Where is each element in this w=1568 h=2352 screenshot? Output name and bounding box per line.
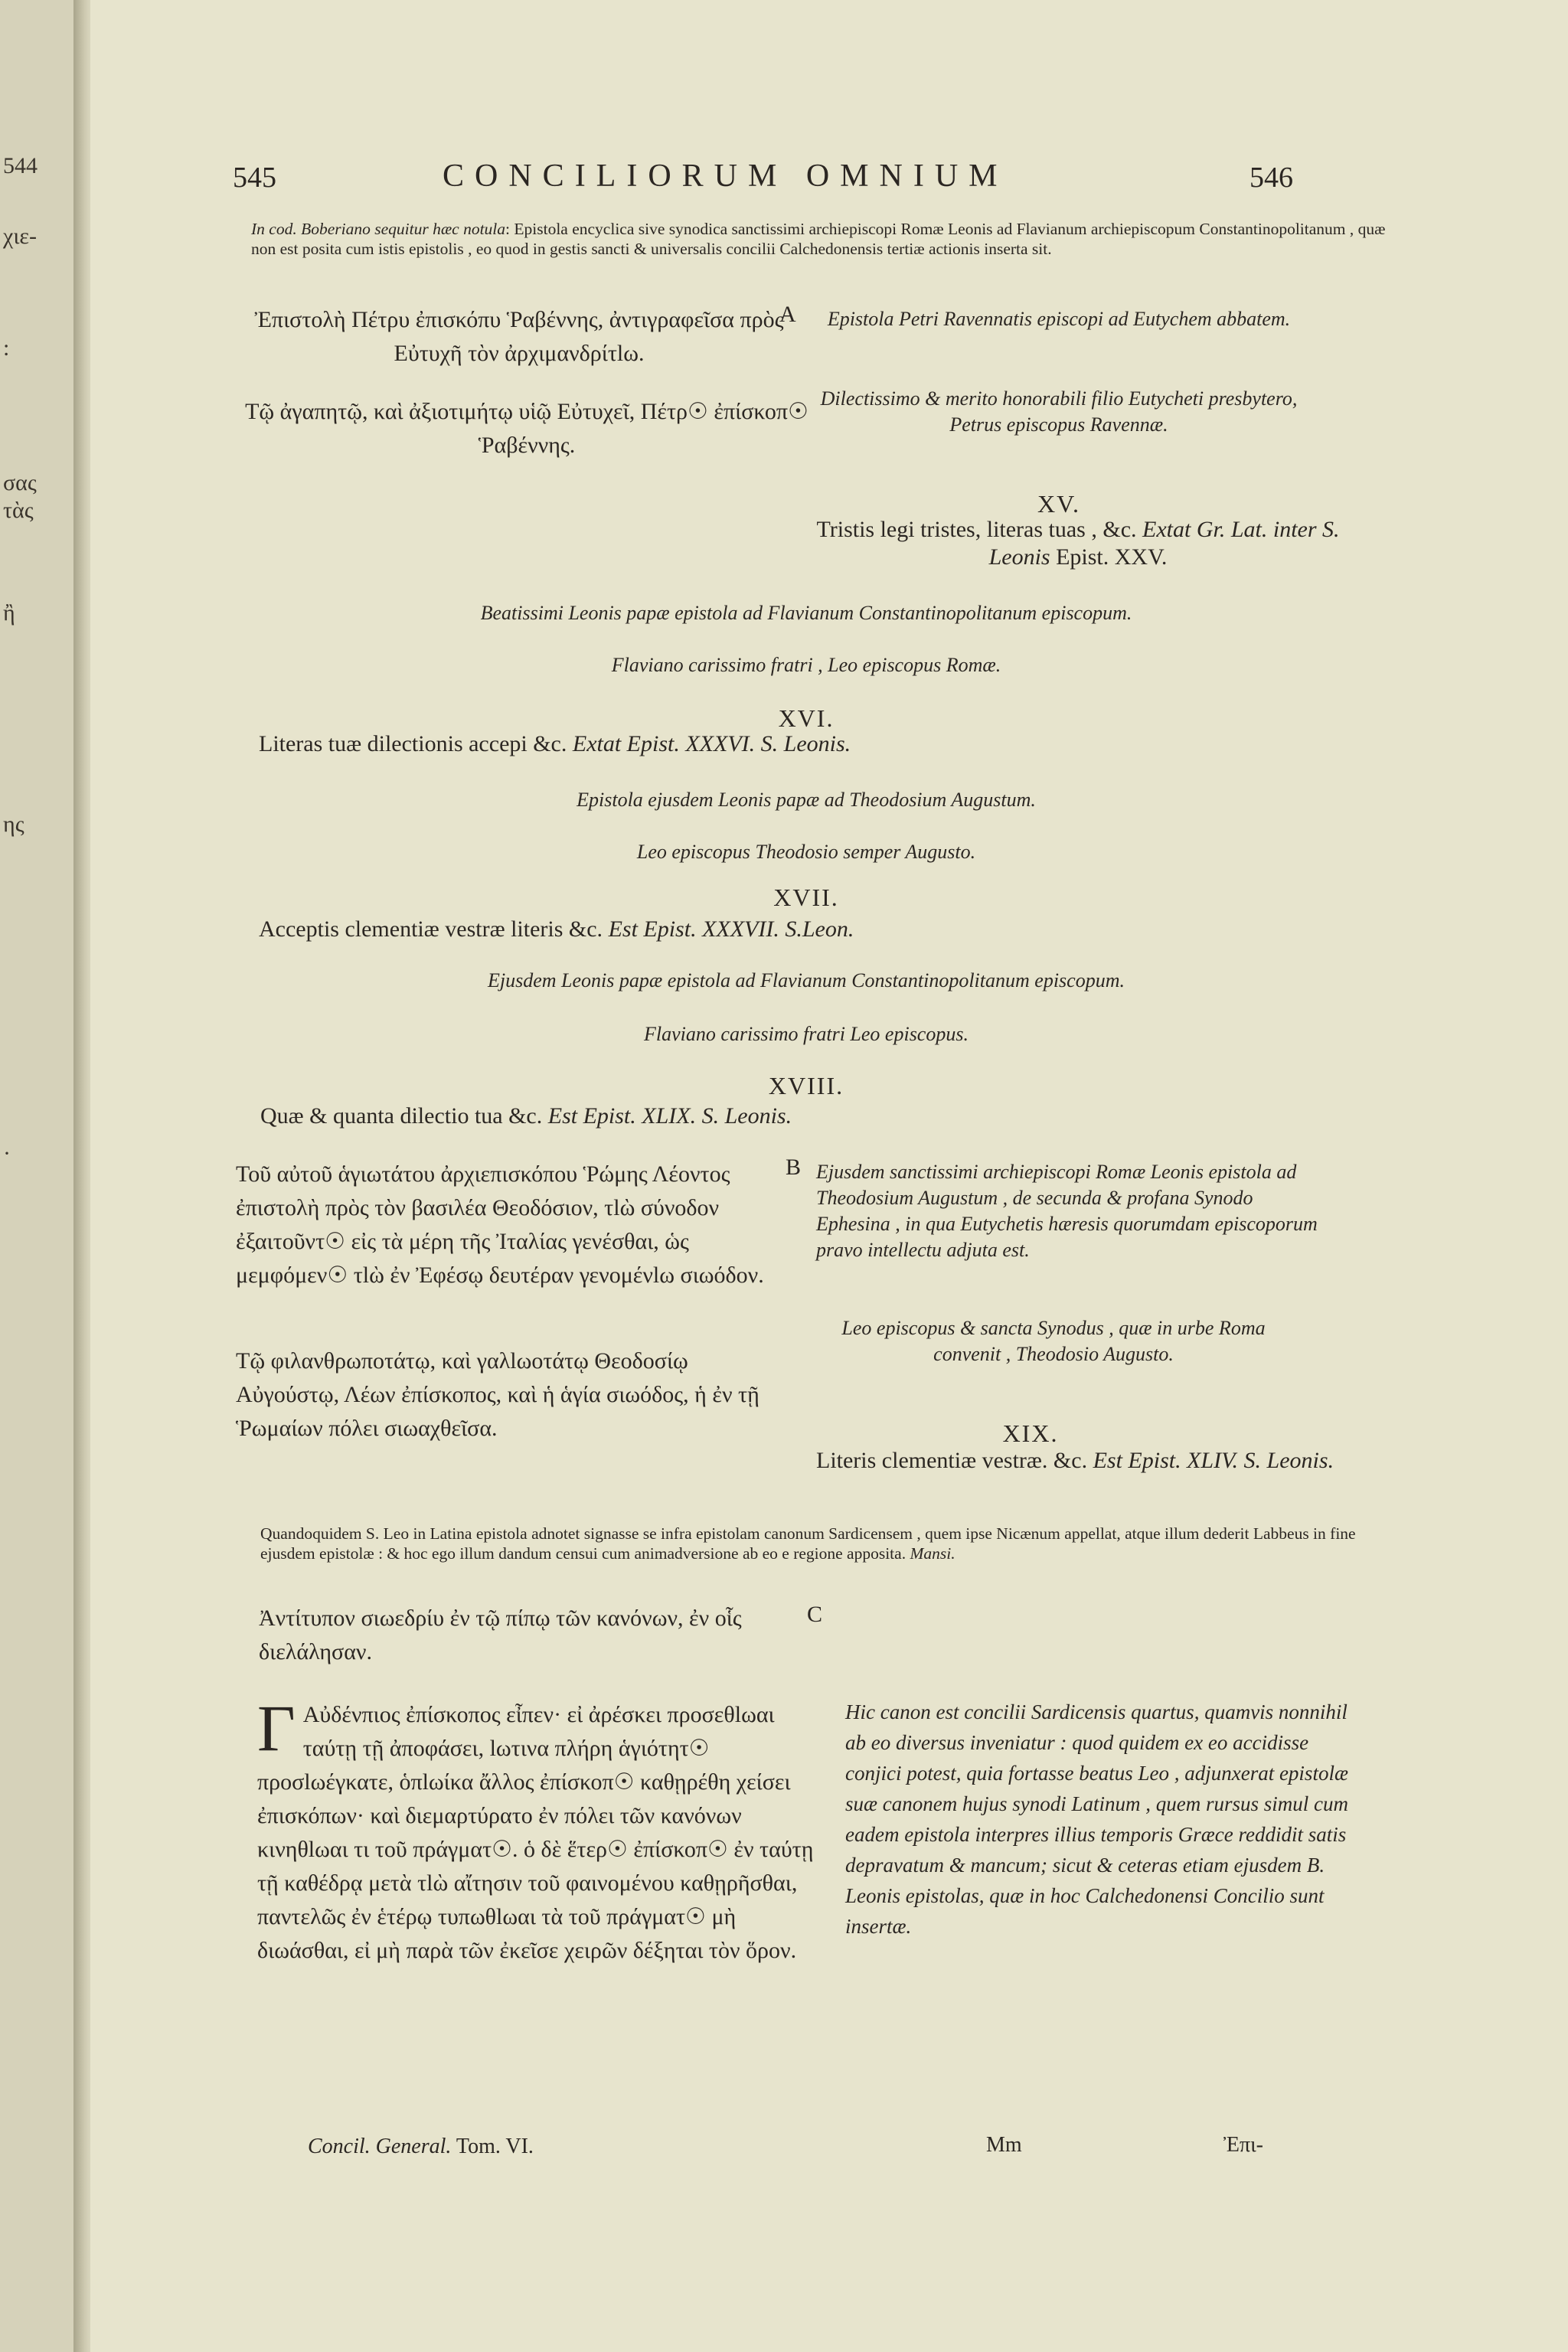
margin-letter-a: A <box>779 302 796 327</box>
section-number-xviii: XVIII. <box>768 1072 844 1099</box>
letter-title-xviii: Ejusdem Leonis papæ epistola ad Flavianum Constantinopolitanum episcopum. <box>488 969 1125 991</box>
greek-title-petrus: Ἐπιστολὴ Πέτρυ ἐπισκόπυ Ῥαβέννης, ἀντιγραφεῖσα πρὸς Εὐτυχῆ τὸν ἀρχιμανδρίτlω. <box>254 307 784 366</box>
margin-letter-c: C <box>807 1602 823 1627</box>
book-page <box>90 0 1568 2352</box>
section-number-xvi: XVI. <box>778 704 835 732</box>
left-page-fragment: · <box>3 1141 11 1166</box>
left-page-fragment: ης <box>3 812 24 837</box>
section-number-xix: XIX. <box>1002 1419 1059 1447</box>
intro-note-lead: In cod. Boberiano sequitur hæc notula <box>251 220 506 238</box>
letter-title-xvi: Beatissimi Leonis papæ epistola ad Flavianum Constantinopolitanum episcopum. <box>480 602 1132 624</box>
adjacent-left-page <box>0 0 80 2352</box>
greek-heading-canon: Ἀντίτυπον σιωεδρίυ ἐν τῷ πίπῳ τῶν κανόνων, ἐν οἷς διελάλησαν. <box>259 1606 742 1664</box>
footer-volume: Concil. General. Tom. VI. <box>308 2135 534 2158</box>
left-page-fragment: : <box>3 335 10 361</box>
letter-salutation-xviii: Flaviano carissimo fratri Leo episcopus. <box>644 1023 969 1045</box>
latin-salutation-xix: Leo episcopus & sancta Synodus , quæ in urbe Roma convenit , Theodosio Augusto. <box>841 1317 1266 1365</box>
letter-salutation-xvii: Leo episcopus Theodosio semper Augusto. <box>636 841 976 863</box>
section-text-xv: Tristis legi tristes, literas tuas , &c. Extat Gr. Lat. inter S. Leonis Epist. XXV. <box>816 517 1340 570</box>
margin-letter-b: B <box>786 1155 802 1180</box>
greek-salutation-petrus: Τῷ ἀγαπητῷ, καὶ ἀξιοτιμήτῳ υἱῷ Εὐτυχεῖ, Πέτρ☉ ἐπίσκοπ☉ Ῥαβέννης. <box>245 399 808 458</box>
letter-salutation-xvi: Flaviano carissimo fratri , Leo episcopus Romæ. <box>611 654 1001 676</box>
latin-commentary: Hic canon est concilii Sardicensis quartus, quamvis nonnihil ab eo diversus inveniatur : quod quidem ex eo accidisse conjici potest, quia fortasse beatus Leo , adjunxerat epistolæ suæ canonem hujus synodi Latinum , quem rursus simul cum eadem epistola interpres illius temporis Græce reddidit satis depravatum & mancum; sicut & ceteras etiam ejusdem B. Leonis epistolas, quæ in hoc Calchedonensi Concilio sunt insertæ. <box>845 1700 1349 1938</box>
letter-title-xvii: Epistola ejusdem Leonis papæ ad Theodosium Augustum. <box>577 789 1036 811</box>
signature-mark: Mm <box>986 2133 1022 2157</box>
latin-salutation-petrus: Dilectissimo & merito honorabili filio Eutycheti presbytero, Petrus episcopus Ravennæ. <box>820 387 1298 436</box>
editor-note-mansi: Quandoquidem S. Leo in Latina epistola adnotet signasse se infra epistolam canonum Sardicensem , quem ipse Nicænum appellat, atque illum dederit Labbeus in fine ejusdem epistolæ : & hoc ego illum dandum censui cum animadversione ab eo e regione apposita. Mansi. <box>260 1524 1356 1563</box>
page-number-right: 546 <box>1250 162 1293 194</box>
latin-title-xix: Ejusdem sanctissimi archiepiscopi Romæ Leonis epistola ad Theodosium Augustum , de secunda & profana Synodo Ephesina , in qua Eutychetis hæresis quorumdam episcoporum pravo intellectu adjuta est. <box>816 1161 1318 1261</box>
left-page-fragment: σας <box>3 470 37 495</box>
section-text-xvi: Literas tuæ dilectionis accepi &c. Extat Epist. XXXVI. S. Leonis. <box>259 731 851 756</box>
latin-title-petrus: Epistola Petri Ravennatis episcopi ad Eutychem abbatem. <box>827 308 1291 330</box>
intro-note-text: : Epistola encyclica sive synodica sanctissimi archiepiscopi Romæ Leonis ad Flavianum archiepiscopum Constantinopolitanum , quæ non est posita cum istis epistolis , eo quod in gestis sancti & universalis concilii Calchedonensis tertiæ actionis inserta sit. <box>251 220 1386 258</box>
note-signature: Mansi. <box>910 1544 956 1563</box>
catchword: Ἐπι- <box>1223 2133 1263 2157</box>
section-text-xviii: Quæ & quanta dilectio tua &c. Est Epist. XLIX. S. Leonis. <box>260 1103 792 1129</box>
section-number-xvii: XVII. <box>773 884 839 911</box>
left-page-fragment: 544 <box>3 153 38 178</box>
left-page-fragment: ἢ <box>3 600 15 626</box>
greek-salutation-xix: Τῷ φιλανθρωποτάτῳ, καὶ γαλlωοτάτῳ Θεοδοσίῳ Αὐγούστῳ, Λέων ἐπίσκοπος, καὶ ἡ ἁγία σιωόδος, ἡ ἐν τῇ Ῥωμαίων πόλει σιωαχθεῖσα. <box>236 1348 760 1441</box>
running-title: CONCILIORUM OMNIUM <box>443 158 1008 194</box>
greek-title-xix: Τοῦ αὐτοῦ ἁγιωτάτου ἀρχιεπισκόπου Ῥώμης Λέοντος ἐπιστολὴ πρὸς τὸν βασιλέα Θεοδόσιον, τlὼ σύνοδον ἐξαιτοῦντ☉ εἰς τὰ μέρη τῆς Ἰταλίας γενέσθαι, ὡς μεμφόμεν☉ τlὼ ἐν Ἐφέσῳ δευτέραν γενομένlω σιωόδον. <box>236 1161 764 1288</box>
left-page-fragment: τὰς <box>3 498 34 523</box>
section-text-xix: Literis clementiæ vestræ. &c. Est Epist. XLIV. S. Leonis. <box>816 1448 1334 1473</box>
drop-capital: Γ <box>257 1691 296 1765</box>
section-number-xv: XV. <box>1037 490 1081 518</box>
section-text-xvii: Acceptis clementiæ vestræ literis &c. Est Epist. XXXVII. S.Leon. <box>259 916 854 942</box>
left-page-fragment: χιε- <box>3 224 37 249</box>
greek-canon-text: Γ Αὐδένπιος ἐπίσκοπος εἶπεν· εἰ ἀρέσκει προσεθlωαι ταύτῃ τῇ ἀποφάσει, lωτινα πλήρη ἁγιότητ☉ προσlωέγκατε, ὁπlωίκα ἄλλος ἐπίσκοπ☉ καθῃρέθη χείσει ἐπισκόπων· καὶ διεμαρτύρατο ἐν πόλει τῶν κανόνων κινηθlωαι τι τοῦ πράγματ☉. ὁ δὲ ἕτερ☉ ἐπίσκοπ☉ ἐν ταύτῃ τῇ καθέδρᾳ μετὰ τlὼ αἴτησιν τοῦ φαινομένου καθῃρῆσθαι, παντελῶς ἐν ἑτέρῳ τυπωθlωαι τὰ τοῦ πράγματ☉ μὴ διωάσθαι, εἰ μὴ παρὰ τῶν ἐκεῖσε χειρῶν δέξηται τὸν ὅρον. <box>257 1691 814 1963</box>
intro-note <box>251 219 1392 259</box>
page-number-left: 545 <box>233 162 276 194</box>
